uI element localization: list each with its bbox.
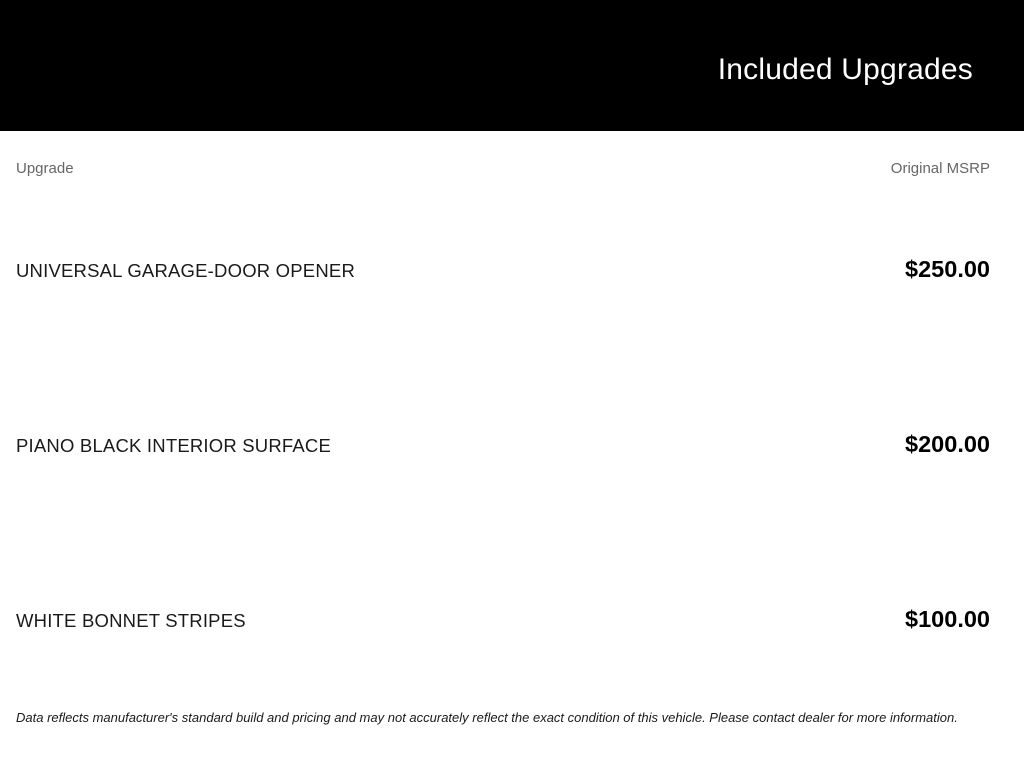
included-upgrades-header — [0, 0, 1024, 131]
upgrade-msrp: $250.00 — [905, 256, 990, 282]
table-row — [16, 606, 990, 633]
page-title: Included Upgrades — [717, 52, 973, 86]
table-row — [16, 256, 990, 283]
table-column-headers — [16, 131, 990, 177]
upgrade-msrp: $200.00 — [905, 431, 990, 457]
upgrade-name: WHITE BONNET STRIPES — [16, 610, 246, 631]
upgrade-name: UNIVERSAL GARAGE-DOOR OPENER — [16, 260, 356, 281]
table-row — [16, 431, 990, 458]
upgrade-name: PIANO BLACK INTERIOR SURFACE — [16, 435, 332, 456]
column-header-upgrade: Upgrade — [16, 160, 74, 177]
column-header-original-msrp: Original MSRP — [890, 160, 990, 177]
upgrade-msrp: $100.00 — [905, 606, 990, 632]
upgrades-table — [0, 131, 1024, 725]
disclaimer-text: Data reflects manufacturer's standard build and pricing and may not accurately reflect the exact condition of this vehicle. Please contact dealer for more information. — [16, 710, 958, 725]
